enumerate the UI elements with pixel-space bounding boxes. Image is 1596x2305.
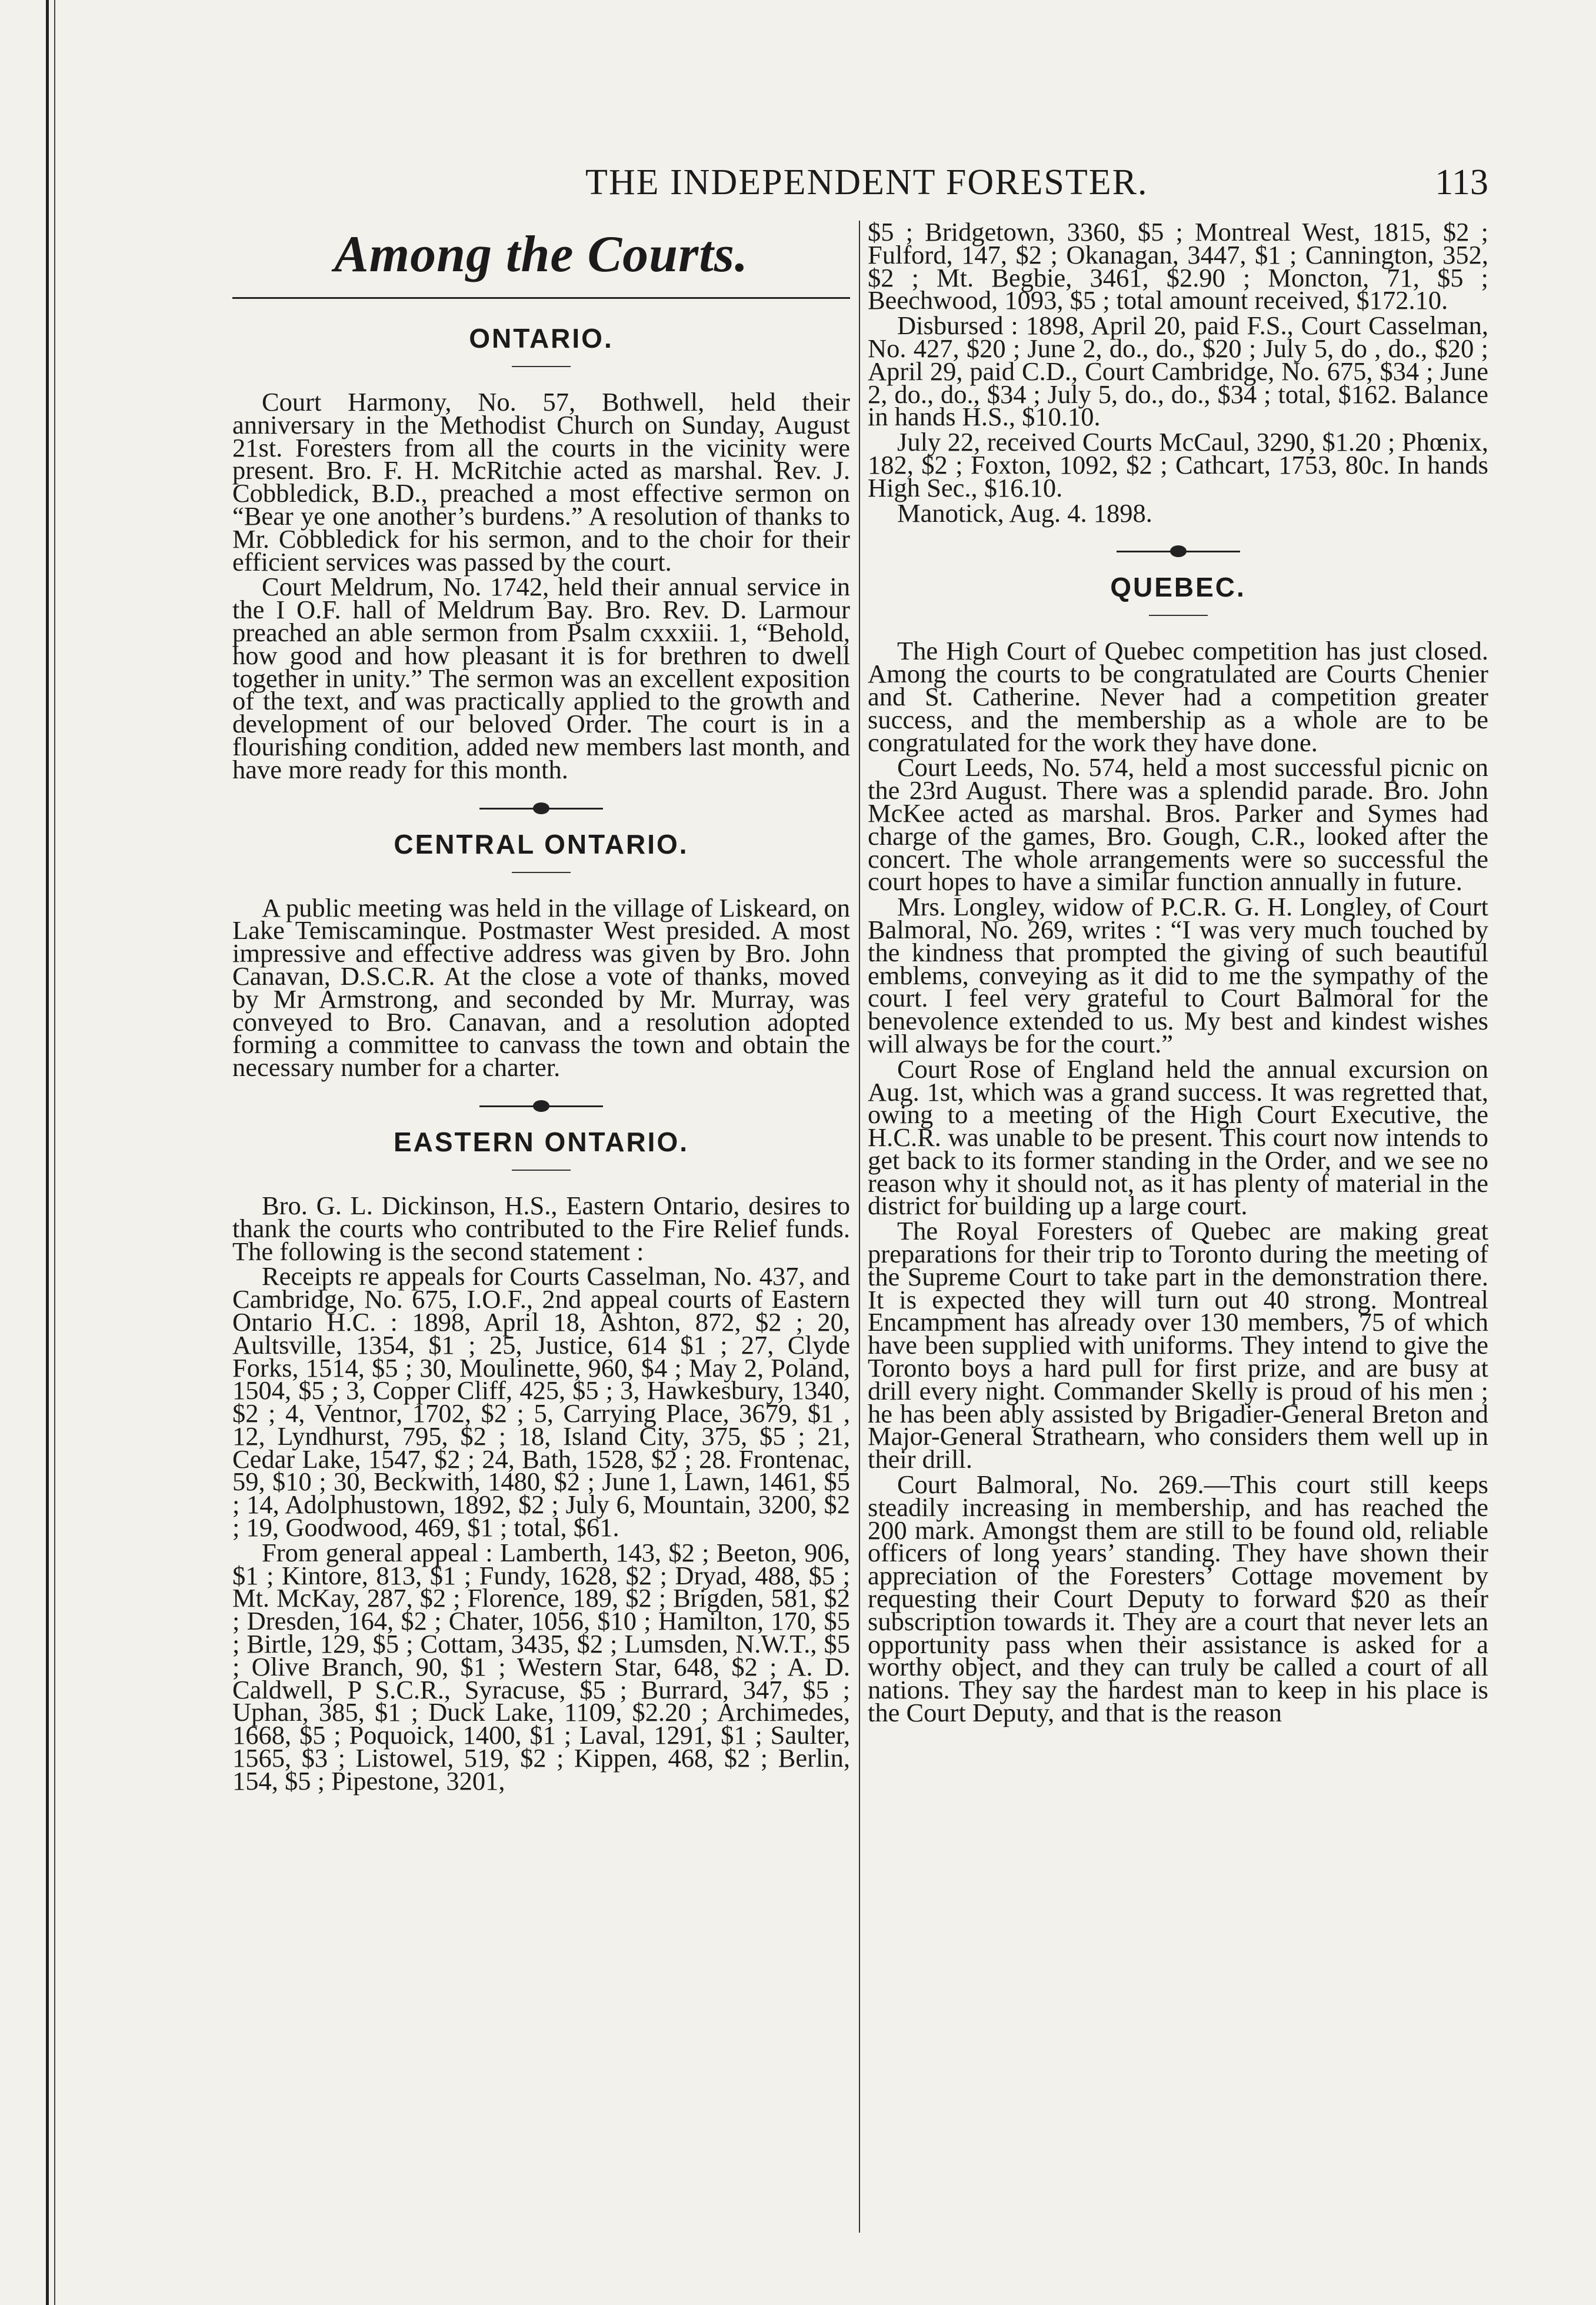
section-heading-quebec: QUEBEC. — [1110, 572, 1246, 603]
short-rule — [1149, 615, 1208, 616]
page-number: 113 — [1435, 162, 1488, 202]
section-heading-ontario: ONTARIO. — [469, 323, 614, 354]
paragraph: Court Rose of England held the annual excursion on Aug. 1st, which was a grand success. It was regretted that, owing to a meeting of the High Court Executive, the H.C.R. was unable to be present. This court now intends to get back to its former standing in the Order, and we see no reason why it should not, as it has plenty of material in the district for building up a large court. — [868, 1054, 1488, 1221]
paragraph: Receipts re appeals for Courts Casselman, No. 437, and Cambridge, No. 675, I.O.F., 2nd appeal courts of Eastern Ontario H.C. : 1898, April 18, Ashton, 872, $2 ; 20, Aultsville, 1354, $1 ; 25, Justice, 614 $1 ; 27, Clyde Forks, 1514, $5 ; 30, Moulinette, 960, $4 ; May 2, Poland, 1504, $5 ; 3, Copper Cliff, 425, $5 ; 3, Hawkesbury, 1340, $2 ; 4, Ventnor, 1702, $2 ; 5, Carrying Place, 3679, $1 , 12, Lyndhurst, 795, $2 ; 18, Island City, 375, $5 ; 21, Cedar Lake, 1547, $2 ; 24, Bath, 1528, $2 ; 28. Frontenac, 59, $10 ; 30, Beckwith, 1480, $2 ; June 1, Lawn, 1461, $5 ; 14, Adolphustown, 1892, $2 ; July 6, Mountain, 3200, $2 ; 19, Goodwood, 469, $1 ; total, $61. — [232, 1261, 850, 1543]
paragraph: July 22, received Courts McCaul, 3290, $1.20 ; Phœnix, 182, $2 ; Foxton, 1092, $2 ; Cathcart, 1753, 80c. In hands High Sec., $16.10. — [868, 427, 1488, 502]
paragraph: Court Leeds, No. 574, held a most successful picnic on the 23rd August. There was a splendid parade. Bro. John McKee acted as marshal. Bros. Parker and Symes had charge of the games, Bro. Gough, C.R., looked after the concert. The whole arrangements were so successful the court hopes to have a similar function annually in future. — [868, 752, 1488, 897]
paragraph: From general appeal : Lamberth, 143, $2 ; Beeton, 906, $1 ; Kintore, 813, $1 ; Fundy, 1628, $2 ; Dryad, 488, $5 ; Mt. McKay, 287, $2 ; Florence, 189, $2 ; Brigden, 581, $2 ; Dresden, 164, $2 ; Chater, 1056, $10 ; Hamilton, 170, $5 ; Birtle, 129, $5 ; Cottam, 3435, $2 ; Lumsden, N.W.T., $5 ; Olive Branch, 90, $1 ; Western Star, 648, $2 ; A. D. Caldwell, P S.C.R., Syracuse, $5 ; Burrard, 347, $5 ; Uphan, 385, $1 ; Duck Lake, 1109, $2.20 ; Archimedes, 1668, $5 ; Poquoick, 1400, $1 ; Laval, 1291, $1 ; Saulter, 1565, $3 ; Listowel, 519, $2 ; Kippen, 468, $2 ; Berlin, 154, $5 ; Pipestone, 3201, — [232, 1537, 850, 1796]
signature-line: Manotick, Aug. 4. 1898. — [897, 498, 1152, 528]
paragraph: Court Balmoral, No. 269.—This court still keeps steadily increasing in membership, and has reached the 200 mark. Amongst them are still to be found old, reliable officers of long years’ standing. They have shown their appreciation of the Foresters’ Cottage movement by requesting their Court Deputy to forward $20 as their subscription towards it. They are a court that never lets an opportunity pass when their assistance is asked for a worthy object, and they can truly be called a court of all nations. They say the hardest man to keep in his place is the Court Deputy, and that is the reason — [868, 1470, 1488, 1728]
short-rule — [512, 366, 571, 367]
running-title: THE INDEPENDENT FORESTER. — [585, 162, 1148, 202]
column-divider — [859, 221, 860, 2233]
paragraph: Bro. G. L. Dickinson, H.S., Eastern Ontario, desires to thank the courts who contributed to the Fire Relief funds. The following is the second statement : — [232, 1190, 850, 1266]
heading-rule — [232, 297, 850, 299]
short-rule — [512, 1170, 571, 1171]
paragraph: Court Meldrum, No. 1742, held their annual service in the I O.F. hall of Meldrum Bay. Bro. Rev. D. Larmour preached an able sermon from Psalm cxxxiii. 1, “Behold, how good and how pleasant it is for brethren to dwell together in unity.” The sermon was an excellent exposition of the text, and was practically applied to the growth and development of our beloved Order. The court is in a flourishing condition, added new members last month, and have more ready for this month. — [232, 572, 850, 784]
short-rule — [512, 872, 571, 873]
binding-edge-rule — [46, 0, 49, 2305]
paragraph: Disbursed : 1898, April 20, paid F.S., Court Casselman, No. 427, $20 ; June 2, do., do., $20 ; July 5, do , do., $20 ; April 29, paid C.D., Court Cambridge, No. 675, $34 ; June 2, do., do., $34 ; July 5, do., do., $34 ; total, $162. Balance in hands H.S., $10.10. — [868, 311, 1488, 432]
main-heading: Among the Courts. — [334, 226, 749, 283]
page-header — [232, 162, 1488, 203]
paragraph: $5 ; Bridgetown, 3360, $5 ; Montreal West, 1815, $2 ; Fulford, 147, $2 ; Okanagan, 3447, $1 ; Cannington, 352, $2 ; Mt. Begbie, 3461, $2.90 ; Moncton, 71, $5 ; Beechwood, 1093, $5 ; total amount received, $172.10. — [868, 217, 1488, 315]
ornament-divider — [479, 1094, 603, 1118]
section-heading-eastern-ontario: EASTERN ONTARIO. — [393, 1126, 689, 1157]
ornament-divider — [479, 797, 603, 820]
paragraph: A public meeting was held in the village of Liskeard, on Lake Temiscaminque. Postmaster West presided. A most impressive and effective address was given by Bro. John Canavan, D.S.C.R. At the close a vote of thanks, moved by Mr Armstrong, and seconded by Mr. Murray, was conveyed to Bro. Canavan, and a resolution adopted forming a committee to canvass the town and obtain the necessary number for a charter. — [232, 892, 850, 1082]
paragraph: The Royal Foresters of Quebec are making great preparations for their trip to Toronto during the meeting of the Supreme Court to take part in the demonstration there. It is expected they will turn out 40 strong. Montreal Encampment has already over 130 members, 75 of which have been supplied with uniforms. They intend to give the Toronto boys a hard pull for first prize, and are busy at drill every night. Commander Skelly is proud of his men ; he has been ably assisted by Brigadier-General Breton and Major-General Strathearn, who considers them well up in their drill. — [868, 1216, 1488, 1474]
paragraph: The High Court of Quebec competition has just closed. Among the courts to be congratulated are Courts Chenier and St. Catherine. Never had a competition greater success, and the membership as a whole are to be congratulated for the work they have done. — [868, 636, 1488, 757]
binding-edge-rule-inner — [54, 0, 55, 2305]
left-column — [232, 221, 850, 1796]
paragraph: Court Harmony, No. 57, Bothwell, held their anniversary in the Methodist Church on Sunday, August 21st. Foresters from all the courts in the vicinity were present. Bro. F. H. McRitchie acted as marshal. Rev. J. Cobbledick, B.D., preached a most effective sermon on “Bear ye one another’s burdens.” A resolution of thanks to Mr. Cobbledick for his sermon, and to the choir for their efficient services was passed by the court. — [232, 387, 850, 577]
right-column — [868, 217, 1488, 1728]
ornament-divider — [1117, 539, 1240, 563]
paragraph: Mrs. Longley, widow of P.C.R. G. H. Longley, of Court Balmoral, No. 269, writes : “I was very much touched by the kindness that prompted the giving of such beautiful emblems, conveying as it did to me the sympathy of the court. I feel very grateful to Court Balmoral for the benevolence extended to us. My best and kindest wishes will always be for the court.” — [868, 892, 1488, 1058]
section-heading-central-ontario: CENTRAL ONTARIO. — [394, 828, 689, 860]
